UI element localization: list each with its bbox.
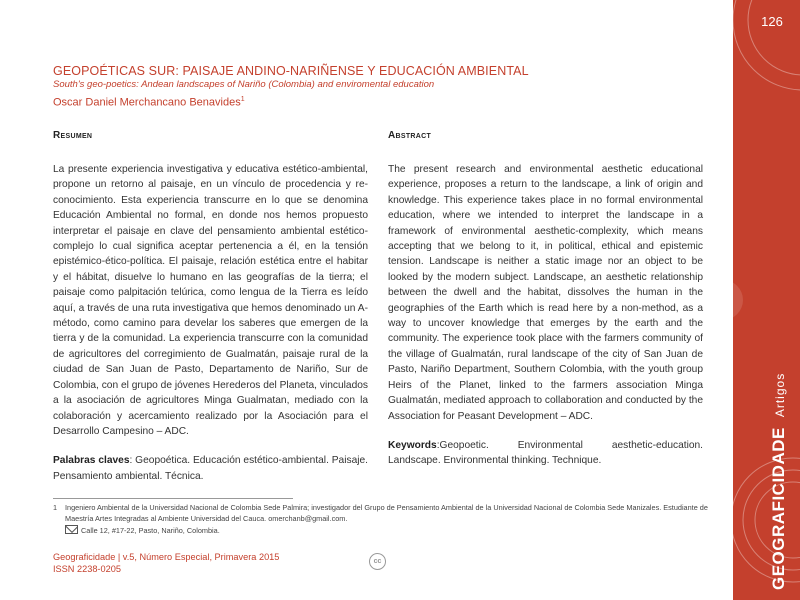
article-title: GEOPOÉTICAS SUR: PAISAJE ANDINO-NARIÑENSE Y EDUCACIÓN AMBIENTAL bbox=[53, 64, 529, 78]
abstract-keywords-text: :Geopoetic. Environmental aesthetic-education. Landscape. Environmental thinking. Technique. bbox=[388, 439, 703, 467]
author-footnote-mark: 1 bbox=[240, 96, 245, 103]
side-band bbox=[733, 0, 800, 600]
journal-issn: ISSN 2238-0205 bbox=[53, 564, 121, 574]
abstract-keywords-label: Keywords bbox=[388, 439, 437, 451]
abstract-text: The present research and environmental aesthetic educational experience, proposes a return to the landscape, a link of origin and knowledge. This experience takes place in no formal environmental education, where we intended to interpret the landscape in a framework of environmental aesthetic-complexity, which means accepting that we belong to it, in political, ethical and epistemic tension. Landscape is neither a static image nor an object to be looked by the modern subject. Landscape, an aesthetic relationship between the dwell and the habitat, dissolves the human in the geographies of the Earth which is read here by a non-method, as a way to uncover knowledge that emerges by the earth and the community. The experience took place with the farmers community of the village of Gualmatán, rural landscape of the city of San Juan de Pasto, Nariño Department, Southern Colombia, with the youth group Heirs of the Planet, linked to the farmers association Minga Gualmatán, mediated approach to collaboration and conducted by the Association for Peasant Development – ADC. bbox=[388, 164, 703, 422]
resumen-keywords-label: Palabras claves bbox=[53, 455, 130, 467]
resumen-column bbox=[53, 130, 368, 484]
resumen-heading: Resumen bbox=[53, 130, 93, 141]
section-name: Artigos bbox=[773, 372, 787, 418]
address-text: Calle 12, #17-22, Pasto, Nariño, Colombia. bbox=[81, 526, 220, 535]
abstract-heading: Abstract bbox=[388, 130, 432, 141]
resumen-keywords-text: : Geopoética. Educación estético-ambiental. Paisaje. Pensamiento ambiental. Técnica. bbox=[53, 455, 368, 482]
abstract-column bbox=[388, 130, 703, 469]
footnote-divider bbox=[53, 498, 293, 499]
resumen-keywords bbox=[53, 453, 368, 484]
vertical-journal-label bbox=[769, 373, 789, 590]
author bbox=[53, 96, 245, 109]
page-number: 126 bbox=[761, 14, 783, 29]
footnote-address bbox=[65, 525, 718, 537]
journal-info bbox=[53, 551, 279, 575]
author-name: Oscar Daniel Merchancano Benavides bbox=[53, 96, 241, 109]
mail-icon bbox=[65, 525, 78, 534]
article-subtitle: South's geo-poetics: Andean landscapes of Nariño (Colombia) and enviromental education bbox=[53, 79, 435, 90]
cc-icon: cc bbox=[369, 553, 386, 570]
footnote bbox=[53, 503, 718, 537]
abstract-keywords bbox=[388, 438, 703, 469]
resumen-text: La presente experiencia investigativa y educativa estético-ambiental, propone un retorno al paisaje, en un vínculo de procedencia y re-conocimiento. Esta experiencia transcurre en lo que se denomina Educación Ambiental no formal, en donde nos hemos propuesto interpretar el paisaje en clave del pensamiento ambiental estético-complejo lo cual significa aceptar pertenencia a él, en la tensión epistémico-ético-política. El paisaje, relación estética entre el habitar y el hábitat, disuelve lo humano en las geografías de la tierra; el paisaje como palpitación telúrica, como lengua de la Tierra es leído aquí, a través de una ruta investigativa que hemos denominado un A-método, como camino para develar los saberes que emergen de la tierra y de la comunidad. La experiencia transcurre con la comunidad de agricultores del corregimiento de Gualmatán, paisaje rural de la ciudad de San Juan de Pasto, Departamento de Nariño, Sur de Colombia, con el grupo de jóvenes Herederos del Planeta, vinculados a la asociación de agricultores Minga Gualmatan, mediado con la colaboración y acercamiento realizado por la Asociación para el Desarrollo Campesino – ADC. bbox=[53, 164, 368, 437]
decorative-circles bbox=[733, 0, 800, 600]
footnote-number: 1 bbox=[53, 503, 58, 512]
journal-name: GEOGRAFICIDADE bbox=[769, 427, 788, 590]
footnote-text: Ingeniero Ambiental de la Universidad Nacional de Colombia Sede Palmira; investigador del Grupo de Pensamiento Ambiental de la Universidad Nacional de Colombia Sede Manizales. Estudiante de Maestría Artes Integradas al Ambiente Universidad del Cauca. omerchanb@gmail.com. bbox=[65, 503, 708, 523]
journal-citation: Geograficidade | v.5, Número Especial, Primavera 2015 bbox=[53, 552, 280, 562]
